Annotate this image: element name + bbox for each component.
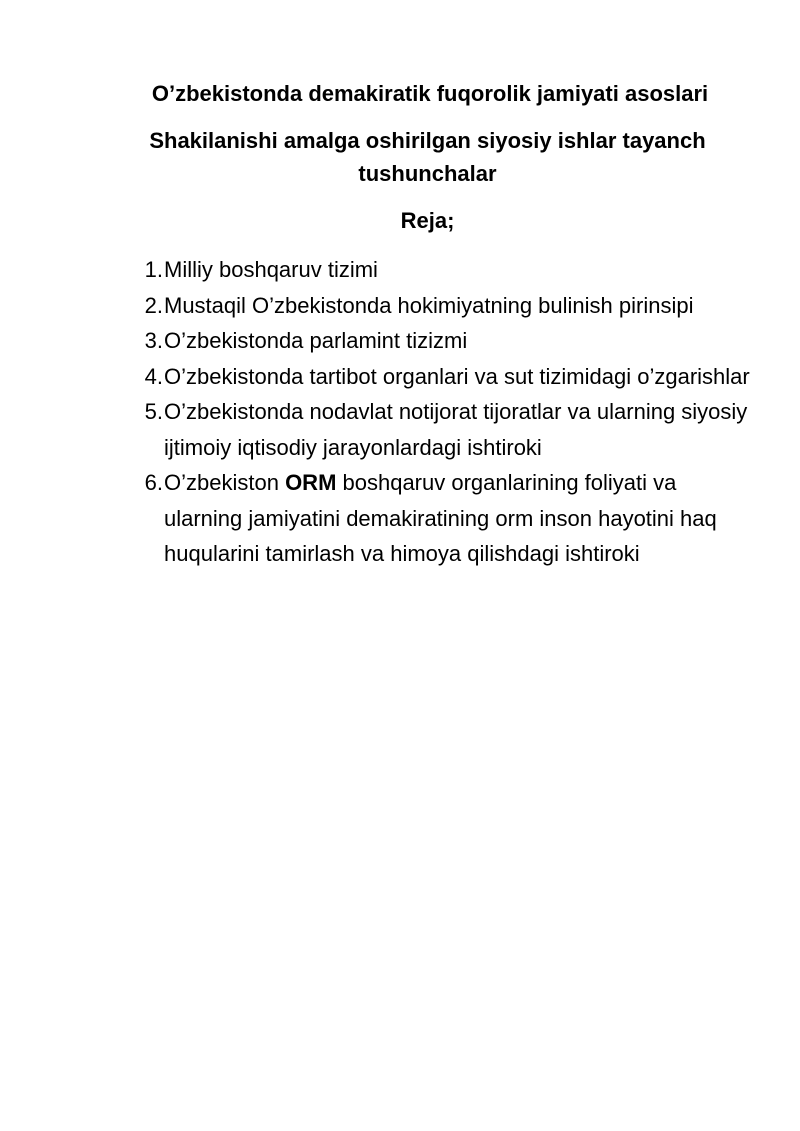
plan-item-text bbox=[164, 465, 758, 572]
plan-item-text: O’zbekistonda nodavlat notijorat tijoratlar va ularning siyosiy ijtimoiy iqtisodiy jarayonlardagi ishtiroki bbox=[164, 399, 748, 460]
document-subtitle: Shakilanishi amalga oshirilgan siyosiy ishlar tayanch tushunchalar bbox=[149, 128, 706, 186]
plan-item-text-bold: ORM bbox=[285, 470, 337, 495]
plan-item-2 bbox=[128, 288, 758, 324]
plan-item-number: 5. bbox=[144, 399, 163, 424]
plan-item-5 bbox=[128, 394, 758, 465]
plan-item-3 bbox=[128, 323, 758, 359]
plan-item-text-before: O’zbekiston bbox=[164, 470, 286, 495]
plan-heading: Reja; bbox=[400, 208, 455, 233]
plan-item-number: 4. bbox=[144, 363, 163, 389]
plan-item-1 bbox=[128, 252, 758, 288]
plan-item-number: 1. bbox=[144, 257, 163, 282]
plan-item-number: 3. bbox=[144, 328, 163, 353]
plan-item-text: O’zbekistonda tartibot organlari va sut tizimidagi o’zgarishlar bbox=[164, 363, 750, 389]
plan-item-6 bbox=[128, 465, 758, 572]
plan-item-text: Mustaqil O’zbekistonda hokimiyatning bulinish pirinsipi bbox=[164, 292, 694, 318]
plan-item-text: O’zbekistonda parlamint tizizmi bbox=[164, 328, 468, 353]
plan-item-number: 6. bbox=[144, 470, 163, 495]
plan-item-text: Milliy boshqaruv tizimi bbox=[164, 257, 378, 282]
plan-item-4 bbox=[128, 359, 758, 395]
plan-item-text-after: boshqaruv organlarining foliyati va ularning jamiyatini demakiratining orm inson hayotini haq huqularini tamirlash va himoya qilishdagi ishtiroki bbox=[164, 470, 717, 566]
plan-item-number: 2. bbox=[144, 292, 163, 318]
document-title: O’zbekistonda demakiratik fuqorolik jamiyati asoslari bbox=[151, 81, 709, 106]
plan-list bbox=[128, 252, 758, 572]
